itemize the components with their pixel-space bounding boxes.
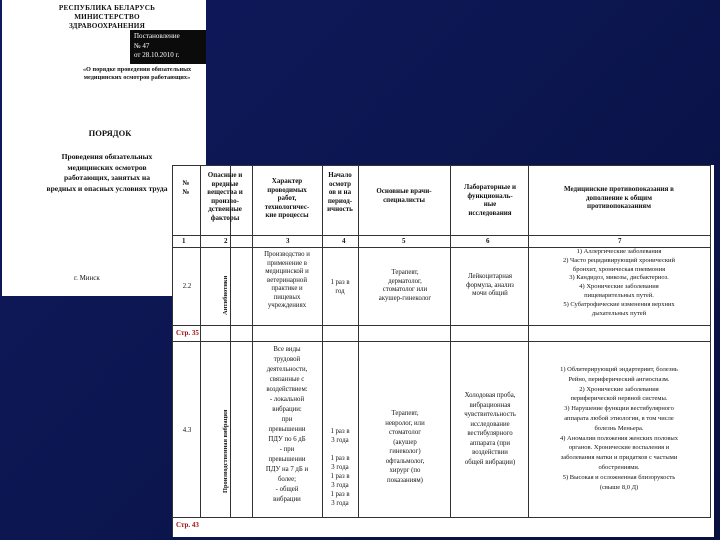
- row-2-factor: Производственная вибрация: [222, 409, 229, 493]
- row-1-number: 2.2: [182, 283, 192, 290]
- row-1-lab: Лейкоцитарная формула, анализ мочи общий: [466, 273, 514, 297]
- contraindications-table-page: [172, 165, 714, 537]
- table-border-left: [172, 165, 173, 537]
- column-number: 5: [402, 237, 406, 245]
- row-1-start: 1 раз в год: [330, 279, 350, 295]
- column-number: 3: [286, 237, 290, 245]
- column-number: 6: [486, 237, 490, 245]
- republic-ministry-header: РЕСПУБЛИКА БЕЛАРУСЬ МИНИСТЕРСТВО ЗДРАВООХРАНЕНИЯ: [58, 4, 156, 30]
- column-number: 4: [342, 237, 346, 245]
- row-2-contraindications: 1) Облитерирующий эндартериит, болезнь Рейно, периферический ангиоспазм. 2) Хронические заболевания периферической нервной системы. 3) Нарушение функции вестибулярного аппарата любой этиологии, в том числе болезнь Меньера. 4) Аномалии положения женских половых органов. Хронические воспаления и заболевания матки и придатков с частыми обострениями. 5) Высокая и осложненная близорукость (свыше 8,0 Д): [560, 366, 678, 491]
- table-divider: [172, 341, 711, 342]
- decree-box: Постановление № 47 от 28.10.2010 г.: [130, 30, 206, 64]
- decree-about: «О порядке проведения обязательных медицинских осмотров работающих»: [82, 66, 192, 81]
- table-divider: [172, 517, 711, 518]
- header-lab: Лабораторные и функциональ- ные исследования: [464, 183, 516, 217]
- table-divider: [172, 235, 711, 236]
- row-2-lab: Холодовая проба, вибрационная чувствительность исследование вестибулярного аппарата (при воздействии общей вибрации): [464, 392, 516, 466]
- header-num: № №: [182, 179, 190, 196]
- document-subtitle: Проведения обязательных медицинских осмотров работающих, занятых на вредных и опасных условиях труда: [46, 152, 168, 193]
- row-2-doctors: Терапевт, невролог, или стоматолог (акушер гинеколог) офтальмолог, хирург (по показаниям): [385, 410, 425, 484]
- city-label: г. Минск: [74, 274, 100, 282]
- column-number: 2: [224, 237, 228, 245]
- row-2-number: 4.3: [182, 427, 192, 434]
- column-number: 7: [618, 237, 622, 245]
- table-border-top: [172, 165, 711, 166]
- page-ref-1: Стр. 35: [176, 329, 199, 337]
- row-2-start: 1 раз в 3 года 1 раз в 3 года 1 раз в 3 года 1 раз в 3 года: [330, 428, 350, 507]
- row-1-work: Производство и применение в медицинской и ветеринарной практике и пищевых учреждениях: [264, 251, 310, 309]
- header-factors: Опасные и вредные вещества и произво- дственные факторы: [207, 171, 243, 222]
- row-1-doctors: Терапевт, дерматолог, стоматолог или акушер-гинеколог: [378, 269, 432, 302]
- header-doctors: Основные врачи- специалисты: [376, 187, 432, 204]
- table-divider: [172, 325, 711, 326]
- row-1-factor: Антибиотики: [222, 275, 229, 315]
- header-start: Начало осмотр ов и на период- ичность: [327, 171, 353, 214]
- row-1-contraindications: 1) Аллергические заболевания 2) Часто рецидивирующий хронический бронхит, хроническая пневмония 3) Кандидоз, микозы, дисбактериоз. 4) Хронические заболевания пищеварительных путей. 5) Субатрофические изменения верхних дыхательных путей: [563, 248, 675, 317]
- document-title: ПОРЯДОК: [88, 128, 132, 138]
- column-number: 1: [182, 237, 186, 245]
- row-2-work: Все виды трудовой деятельности, связанные с воздействием: - локальной вибрации: при превышении ПДУ по 6 дБ - при превышении ПДУ на 7 дБ и более; - общей вибрации: [265, 346, 309, 503]
- page-ref-2: Стр. 43: [176, 521, 199, 529]
- header-work: Характер проводимых работ, технологичес- кие процессы: [264, 177, 310, 220]
- header-contraindications: Медицинские противопоказания в дополнение к общим противопоказаниям: [564, 185, 674, 211]
